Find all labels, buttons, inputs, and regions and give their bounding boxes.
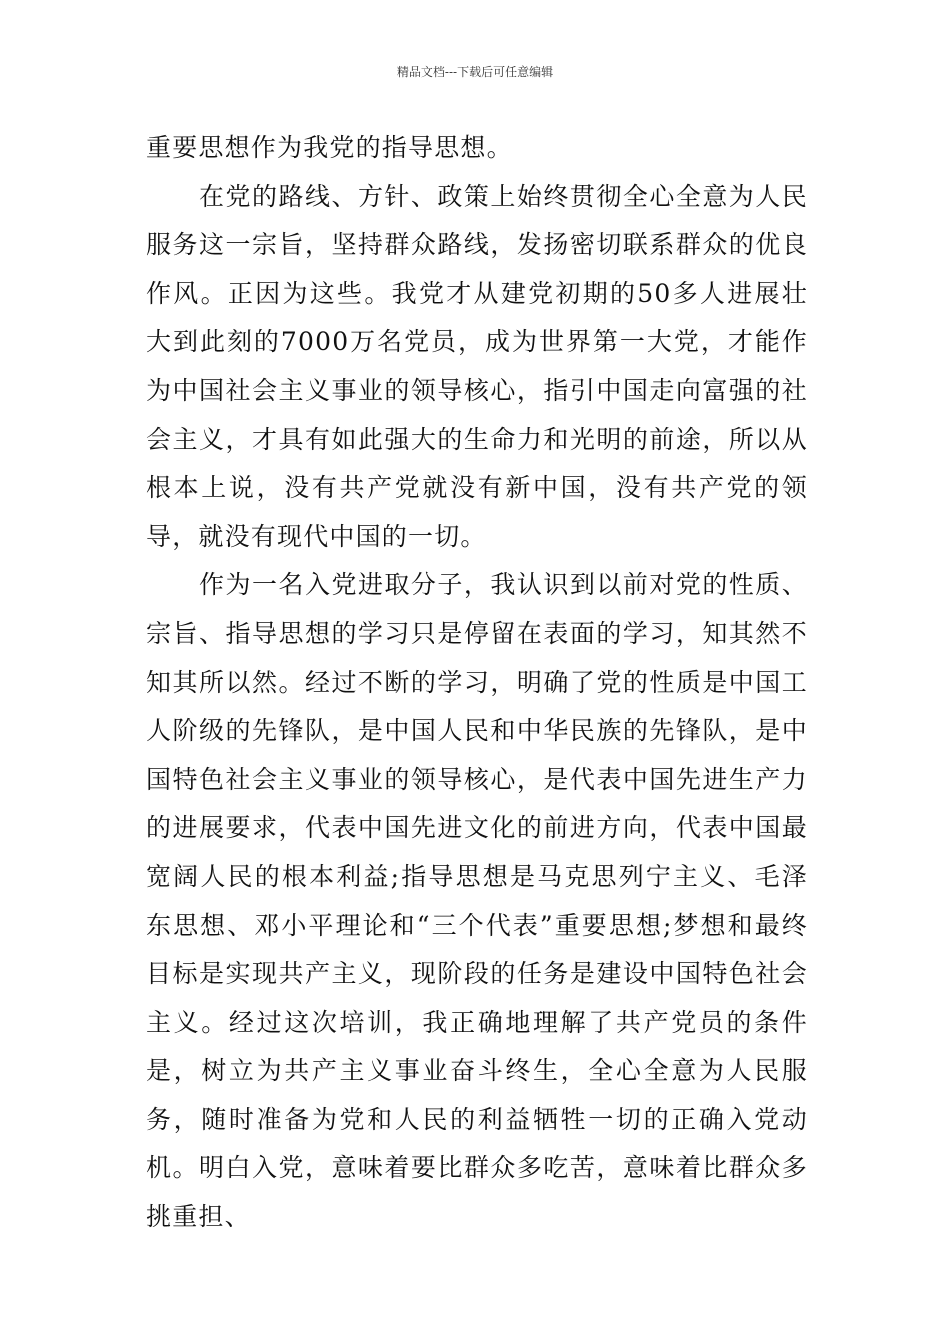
paragraph-activist-reflection: 作为一名入党进取分子，我认识到以前对党的性质、宗旨、指导思想的学习只是停留在表面的学习，知其然不知其所以然。经过不断的学习，明确了党的性质是中国工人阶级的先锋队，是中国人民和中华民族的先锋队，是中国特色社会主义事业的领导核心，是代表中国先进生产力的进展要求，代表中国先进文化的前进方向，代表中国最宽阔人民的根本利益;指导思想是马克思列宁主义、毛泽东思想、邓小平理论和“三个代表”重要思想;梦想和最终目标是实现共产主义，现阶段的任务是建设中国特色社会主义。经过这次培训，我正确地理解了共产党员的条件是，树立为共产主义事业奋斗终生，全心全意为人民服务，随时准备为党和人民的利益牺牲一切的正确入党动机。明白入党，意味着要比群众多吃苦，意味着比群众多挑重担、	[146, 570, 808, 1232]
page-header: 精品文档---下载后可任意编辑	[396, 65, 554, 79]
document-body	[146, 124, 808, 1242]
paragraph-party-line: 在党的路线、方针、政策上始终贯彻全心全意为人民服务这一宗旨，坚持群众路线，发扬密切联系群众的优良作风。正因为这些。我党才从建党初期的50多人进展壮大到此刻的7000万名党员，成为世界第一大党，才能作为中国社会主义事业的领导核心，指引中国走向富强的社会主义，才具有如此强大的生命力和光明的前途，所以从根本上说，没有共产党就没有新中国，没有共产党的领导，就没有现代中国的一切。	[146, 181, 808, 551]
paragraph-continuation: 重要思想作为我党的指导思想。	[146, 133, 513, 162]
